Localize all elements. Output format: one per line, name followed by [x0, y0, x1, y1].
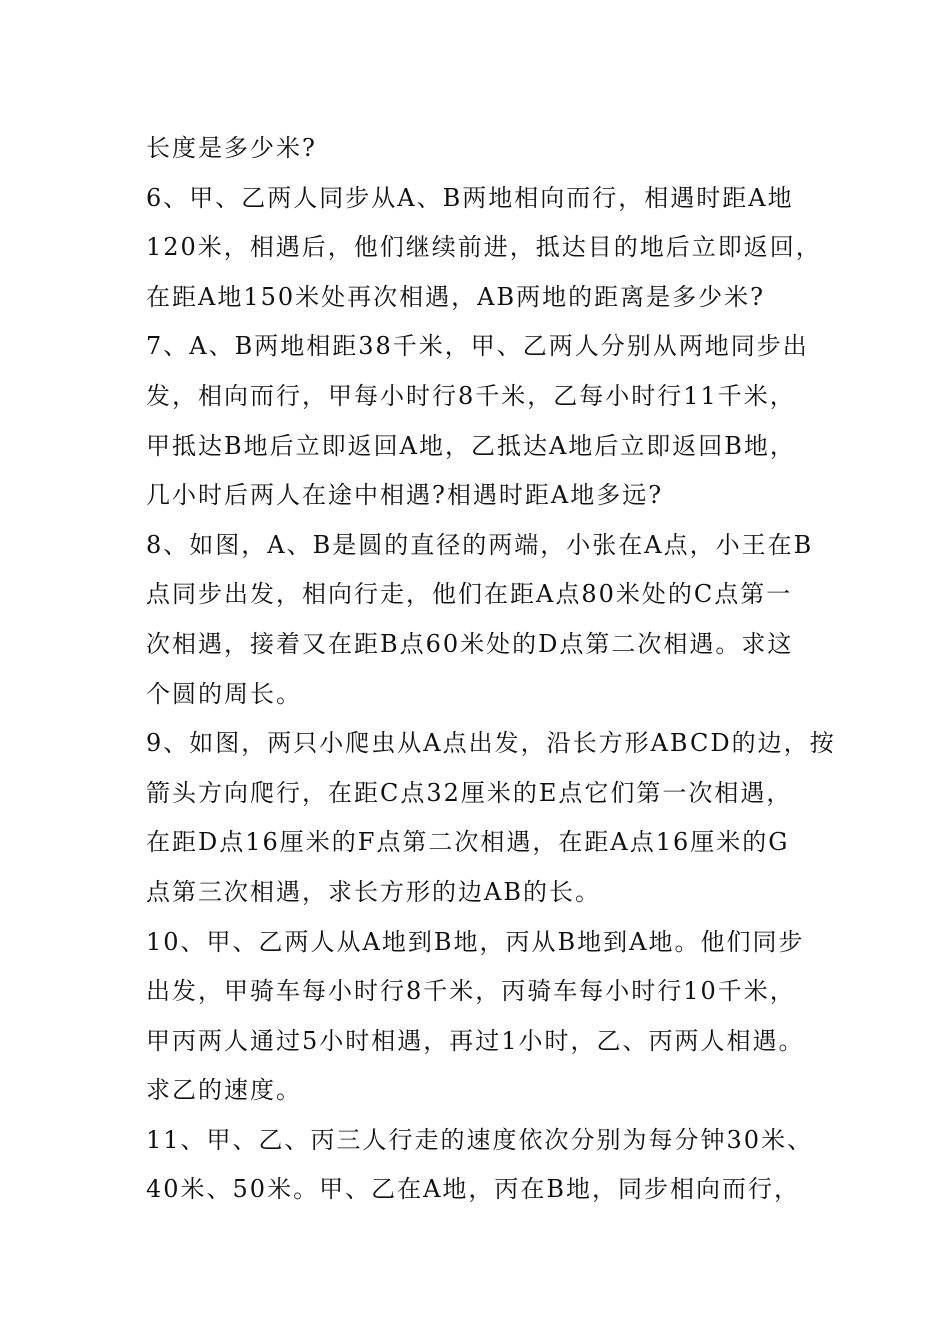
text-line: 点同步出发，相向行走，他们在距A点80米处的C点第一	[146, 580, 793, 609]
text-line: 在距D点16厘米的F点第二次相遇，在距A点16厘米的G	[146, 828, 790, 857]
text-line: 发，相向而行，甲每小时行8千米，乙每小时行11千米，	[146, 381, 796, 410]
text-line: 甲丙两人通过5小时相遇，再过1小时，乙、丙两人相遇。	[146, 1026, 805, 1055]
text-line: 箭头方向爬行，在距C点32厘米的E点它们第一次相遇，	[146, 778, 793, 807]
document-page	[146, 124, 836, 1215]
text-line: 11、甲、乙、丙三人行走的速度依次分别为每分钟30米、	[146, 1125, 814, 1154]
text-line: 在距A地150米处再次相遇，AB两地的距离是多少米?	[146, 282, 765, 311]
text-line: 40米、50米。甲、乙在A地，丙在B地，同步相向而行，	[146, 1175, 801, 1204]
text-line: 个圆的周长。	[146, 679, 302, 708]
text-line: 次相遇，接着又在距B点60米处的D点第二次相遇。求这	[146, 629, 794, 658]
text-line: 求乙的速度。	[146, 1076, 302, 1105]
text-line: 10、甲、乙两人从A地到B地，丙从B地到A地。他们同步	[146, 927, 805, 956]
text-line: 长度是多少米?	[146, 134, 317, 162]
text-line: 7、A、B两地相距38千米，甲、乙两人分别从两地同步出	[146, 332, 809, 361]
text-line: 点第三次相遇，求长方形的边AB的长。	[146, 877, 601, 906]
text-line: 6、甲、乙两人同步从A、B两地相向而行，相遇时距A地	[146, 183, 794, 212]
text-line: 9、如图，两只小爬虫从A点出发，沿长方形ABCD的边，按	[146, 729, 836, 758]
text-line: 出发，甲骑车每小时行8千米，丙骑车每小时行10千米，	[146, 977, 796, 1006]
text-line: 几小时后两人在途中相遇?相遇时距A地多远?	[146, 481, 664, 510]
text-line: 甲抵达B地后立即返回A地，乙抵达A地后立即返回B地，	[146, 431, 796, 460]
text-line: 8、如图，A、B是圆的直径的两端，小张在A点，小王在B	[146, 530, 814, 559]
text-line: 120米，相遇后，他们继续前进，抵达目的地后立即返回，	[146, 233, 822, 262]
